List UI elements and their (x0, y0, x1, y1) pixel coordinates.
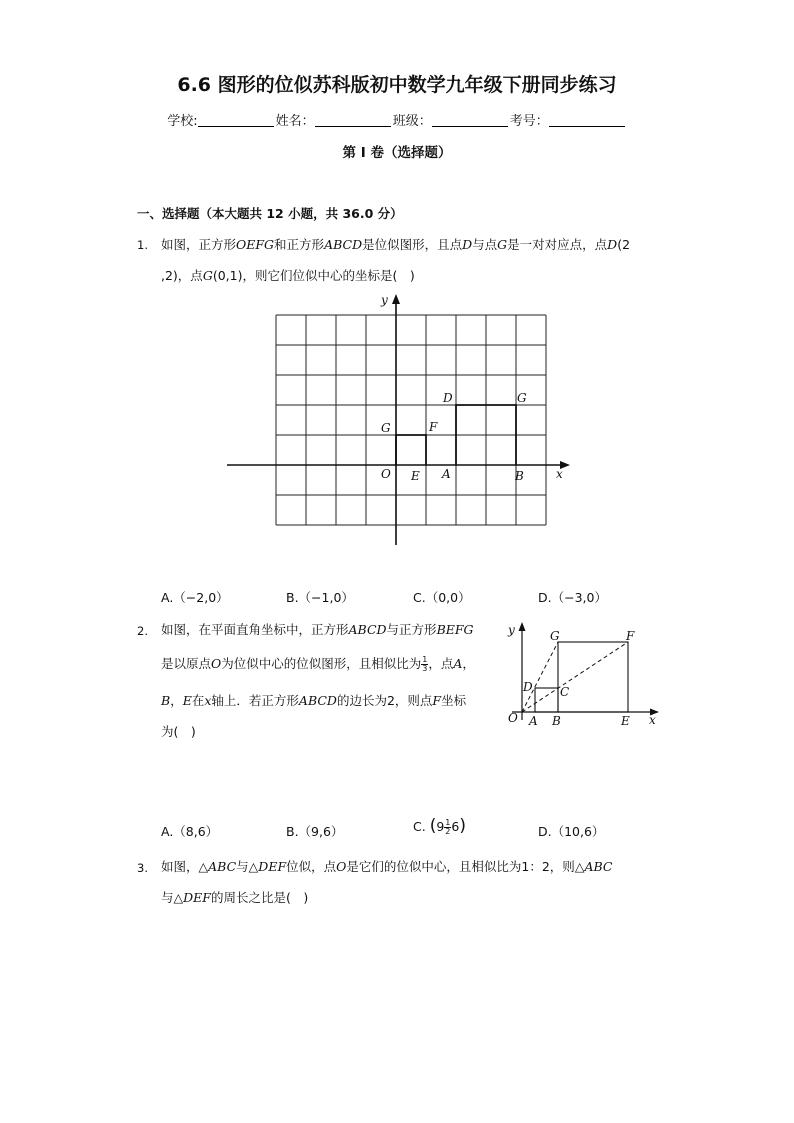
q1-math: D (607, 237, 618, 252)
q2-label-d: D (523, 680, 533, 694)
q2-number: 2. (137, 624, 148, 638)
q3-math: ABC (584, 859, 613, 874)
page-title: 6.6 图形的位似苏科版初中数学九年级下册同步练习 (177, 74, 617, 96)
q3-line-2 (161, 888, 308, 906)
q1-text: 是一对对应点，点 (507, 237, 608, 252)
q1-text: (0,1)，则它们位似中心的坐标是( ) (212, 268, 415, 283)
q2-square-abcd (535, 688, 558, 712)
q3-text: 是它们的位似中心，且相似比为1：2，则 (346, 859, 575, 874)
q2-math: ABCD (348, 622, 387, 637)
q2-text: 在 (191, 693, 205, 708)
q1-label-g-small: G (381, 421, 391, 435)
q2-ratio-num: 1 (422, 655, 428, 664)
q3-line-1 (161, 857, 612, 875)
q1-math: ABCD (324, 237, 363, 252)
q1-text: ,2)，点 (161, 268, 203, 283)
q1-math: G (202, 268, 213, 283)
q1-label-f: F (429, 420, 438, 434)
q2-math: x (204, 693, 212, 708)
q1-text: 和正方形 (274, 237, 325, 252)
q2-label-o: O (508, 711, 518, 725)
q2-option-c-paren-open: ( (429, 816, 437, 836)
q1-label-y: y (381, 293, 388, 307)
q2-math: BEFG (436, 622, 474, 637)
q3-text: 的周长之比是( ) (210, 890, 309, 905)
q1-label-e: E (411, 469, 420, 483)
q1-math: OEFG (236, 237, 275, 252)
q2-text: 轴上．若正方形 (211, 693, 299, 708)
q3-number: 3. (137, 861, 148, 875)
q1-option-d[interactable]: D.（−3,0） (538, 590, 607, 605)
q2-label-c: C (560, 685, 570, 699)
q2-label-y: y (508, 623, 515, 637)
q2-option-a[interactable]: A.（8,6） (161, 824, 219, 839)
q1-option-a[interactable]: A.（−2,0） (161, 590, 229, 605)
q2-dashed-o-f (522, 642, 628, 712)
q3-text: 如图， (161, 859, 199, 874)
q2-text: 的边长为2，则点 (336, 693, 433, 708)
q1-option-c[interactable]: C.（0,0） (413, 590, 471, 605)
q2-text: ， (462, 656, 475, 671)
q3-math: DEF (258, 859, 287, 874)
q1-label-a: A (442, 467, 451, 481)
q2-text: ， (170, 693, 183, 708)
q2-math: B (161, 693, 171, 708)
section-heading: 一、选择题（本大题共 12 小题，共 36.0 分） (137, 206, 403, 221)
q2-label-f: F (626, 629, 635, 643)
q3-triangle-symbol: △ (198, 859, 209, 874)
q1-text: 如图，正方形 (161, 237, 237, 252)
q3-math: O (336, 859, 347, 874)
q2-text: ，点 (428, 656, 454, 671)
q1-option-b[interactable]: B.（−1,0） (286, 590, 354, 605)
q1-label-b: B (515, 469, 524, 483)
q3-math: DEF (183, 890, 211, 905)
q2-option-c-den: 2 (445, 827, 451, 836)
q2-dashed-o-g (522, 642, 558, 712)
q1-label-d: D (443, 391, 453, 405)
school-label: 学校: (167, 114, 198, 129)
q1-text: (2 (617, 237, 631, 252)
q2-label-e: E (621, 714, 630, 728)
q1-math: G (497, 237, 508, 252)
number-label: 考号： (509, 114, 549, 129)
q2-option-d[interactable]: D.（10,6） (538, 824, 605, 839)
q2-text: 与正方形 (386, 622, 437, 637)
q2-option-c-num: 1 (445, 818, 451, 827)
q2-label-a: A (529, 714, 538, 728)
q2-text: 是以原点 (161, 656, 212, 671)
q2-label-b: B (552, 714, 561, 728)
name-label: 姓名： (275, 114, 315, 129)
q3-text: 与 (161, 890, 174, 905)
q2-ratio-den: 3 (422, 664, 428, 673)
q3-math: ABC (208, 859, 237, 874)
q2-math: E (182, 693, 192, 708)
q2-text: 坐标 (441, 693, 467, 708)
q3-text: 位似，点 (286, 859, 337, 874)
volume-heading: 第 I 卷（选择题） (342, 145, 452, 161)
q3-triangle-symbol: △ (574, 859, 585, 874)
q1-number: 1. (137, 238, 148, 252)
q1-text: 是位似图形，且点 (362, 237, 463, 252)
q1-label-g-large: G (517, 391, 527, 405)
q2-label-g: G (550, 629, 560, 643)
q2-option-c-label: C. (413, 819, 426, 834)
q2-math: F (432, 693, 442, 708)
q2-label-x: x (649, 713, 656, 727)
q2-option-b[interactable]: B.（9,6） (286, 824, 344, 839)
q2-math: ABCD (298, 693, 337, 708)
q2-option-c-tail: 6 (451, 819, 460, 834)
q3-triangle-symbol: △ (248, 859, 259, 874)
class-label: 班级： (392, 114, 432, 129)
q1-math: D (462, 237, 473, 252)
q1-label-x: x (556, 467, 563, 481)
q1-text: 与点 (472, 237, 498, 252)
q2-square-befg (558, 642, 628, 712)
q2-option-c[interactable] (413, 816, 466, 836)
q3-text: 与 (236, 859, 249, 874)
q2-option-c-paren-close: ) (459, 816, 466, 836)
q1-label-o: O (381, 467, 391, 481)
q2-math: A (453, 656, 463, 671)
q2-option-c-whole: 9 (436, 819, 445, 834)
q2-line-4: 为( ) (161, 724, 196, 739)
q2-math: O (211, 656, 222, 671)
q2-text: 为位似中心的位似图形，且相似比为 (221, 656, 422, 671)
q3-triangle-symbol: △ (173, 890, 184, 905)
q2-y-arrow (519, 622, 526, 631)
q2-text: 如图，在平面直角坐标中，正方形 (161, 622, 349, 637)
